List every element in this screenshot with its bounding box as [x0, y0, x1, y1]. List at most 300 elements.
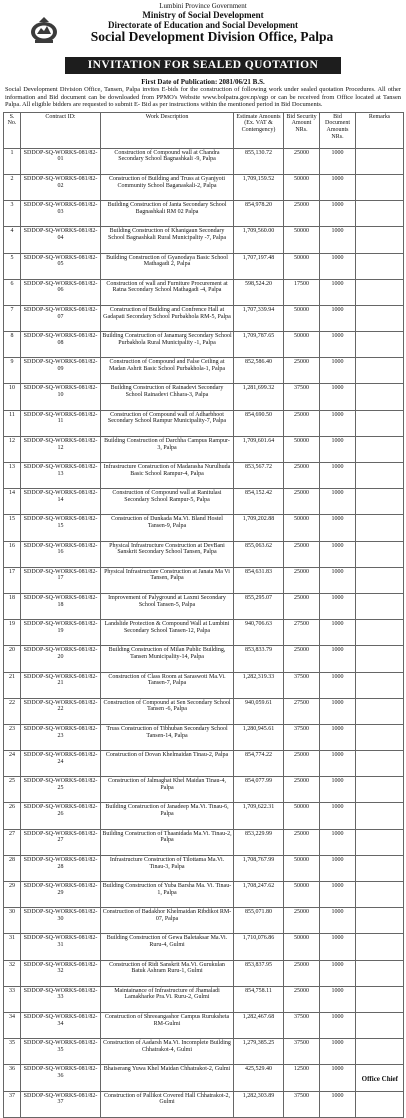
cell-sn: 5: [4, 253, 21, 279]
cell-estimate: 1,279,385.25: [234, 1039, 284, 1065]
cell-work-description: Building Construction of Thaanidada Ma.Vi. Tinau-2, Palpa: [101, 829, 234, 855]
cell-bid-security: 50000: [284, 174, 320, 200]
cell-contract-id: SDDOP-SQ-WORKS-081/82-24: [21, 751, 101, 777]
cell-contract-id: SDDOP-SQ-WORKS-081/82-33: [21, 986, 101, 1012]
table-row: [4, 463, 404, 489]
cell-bid-security: 27500: [284, 620, 320, 646]
cell-bid-document: 1000: [320, 724, 356, 750]
cell-estimate: 1,709,202.88: [234, 515, 284, 541]
cell-sn: 35: [4, 1039, 21, 1065]
cell-contract-id: SDDOP-SQ-WORKS-081/82-10: [21, 384, 101, 410]
cell-remarks: [356, 332, 404, 358]
cell-bid-security: 50000: [284, 803, 320, 829]
cell-work-description: Infrastructure Construction of Tilottama Ma.Vi. Tinau-3, Palpa: [101, 855, 234, 881]
cell-estimate: 1,709,601.64: [234, 436, 284, 462]
cell-work-description: Building Construction of Gyanodaya Basic School Mathagadi 2, Palpa: [101, 253, 234, 279]
cell-bid-security: 25000: [284, 646, 320, 672]
cell-estimate: 1,709,560.00: [234, 227, 284, 253]
cell-bid-security: 25000: [284, 777, 320, 803]
cell-sn: 14: [4, 489, 21, 515]
cell-sn: 17: [4, 567, 21, 593]
cell-contract-id: SDDOP-SQ-WORKS-081/82-08: [21, 332, 101, 358]
cell-bid-security: 25000: [284, 986, 320, 1012]
cell-bid-security: 37500: [284, 724, 320, 750]
cell-remarks: [356, 305, 404, 331]
cell-work-description: Building Construction of Rainadevi Secondary School Rainadevi Chhara-3, Palpa: [101, 384, 234, 410]
cell-contract-id: SDDOP-SQ-WORKS-081/82-23: [21, 724, 101, 750]
cell-bid-document: 1000: [320, 279, 356, 305]
publication-date: First Date of Publication: 2081/06/21 B.S.: [141, 78, 265, 86]
cell-estimate: 1,710,076.86: [234, 934, 284, 960]
table-row: [4, 1065, 404, 1091]
cell-contract-id: SDDOP-SQ-WORKS-081/82-18: [21, 593, 101, 619]
cell-work-description: Truss Construction of Tibhuban Secondary School Tansen-14, Palpa: [101, 724, 234, 750]
table-row: [4, 541, 404, 567]
cell-bid-document: 1000: [320, 515, 356, 541]
cell-work-description: Building Construction of Yuba Barsha Ma. Vi. Tinau-1, Palpa: [101, 882, 234, 908]
cell-work-description: Construction of Class Room at Saraswoti Ma.Vi. Tansen-7, Palpa: [101, 672, 234, 698]
cell-work-description: Landslide Protection & Compound Wall at Lumbini Secondary School Tansen-12, Palpa: [101, 620, 234, 646]
cell-contract-id: SDDOP-SQ-WORKS-081/82-31: [21, 934, 101, 960]
cell-bid-document: 1000: [320, 253, 356, 279]
cell-remarks: [356, 541, 404, 567]
cell-contract-id: SDDOP-SQ-WORKS-081/82-03: [21, 201, 101, 227]
cell-estimate: 940,706.63: [234, 620, 284, 646]
cell-bid-security: 50000: [284, 882, 320, 908]
cell-estimate: 1,282,319.33: [234, 672, 284, 698]
cell-estimate: 855,071.80: [234, 908, 284, 934]
cell-sn: 13: [4, 463, 21, 489]
cell-bid-document: 1000: [320, 227, 356, 253]
cell-remarks: [356, 410, 404, 436]
cell-estimate: 854,774.22: [234, 751, 284, 777]
cell-estimate: 852,586.40: [234, 358, 284, 384]
cell-bid-document: 1000: [320, 463, 356, 489]
cell-bid-document: 1000: [320, 803, 356, 829]
table-row: [4, 1091, 404, 1117]
cell-bid-document: 1000: [320, 934, 356, 960]
cell-work-description: Building Construction of Janta Secondary School Bagnashkali RM 02 Palpa: [101, 201, 234, 227]
table-row: [4, 672, 404, 698]
cell-contract-id: SDDOP-SQ-WORKS-081/82-32: [21, 960, 101, 986]
cell-remarks: [356, 567, 404, 593]
cell-remarks: [356, 855, 404, 881]
directorate-name: Directorate of Education and Social Development: [107, 20, 299, 30]
office-chief-signature: Office Chief: [361, 1075, 398, 1083]
cell-work-description: Construction of Building and Truss at Gyanjyoti Community School Baganaskali-2, Palpa: [101, 174, 234, 200]
cell-estimate: 853,837.95: [234, 960, 284, 986]
cell-bid-document: 1000: [320, 777, 356, 803]
cell-estimate: 855,295.07: [234, 593, 284, 619]
cell-contract-id: SDDOP-SQ-WORKS-081/82-02: [21, 174, 101, 200]
cell-bid-security: 25000: [284, 410, 320, 436]
table-row: [4, 620, 404, 646]
cell-estimate: 598,524.20: [234, 279, 284, 305]
table-row: [4, 305, 404, 331]
cell-remarks: [356, 384, 404, 410]
table-row: [4, 332, 404, 358]
province-name: Lumbini Province Government: [159, 2, 247, 10]
cell-bid-document: 1000: [320, 960, 356, 986]
cell-bid-document: 1000: [320, 410, 356, 436]
cell-contract-id: SDDOP-SQ-WORKS-081/82-14: [21, 489, 101, 515]
cell-contract-id: SDDOP-SQ-WORKS-081/82-34: [21, 1012, 101, 1038]
cell-work-description: Construction of Ridi Sanskrit Ma.Vi. Gurukulan Batuk Ashram Ruru-1, Gulmi: [101, 960, 234, 986]
office-name: Social Development Division Office, Palpa: [90, 29, 334, 44]
cell-contract-id: SDDOP-SQ-WORKS-081/82-19: [21, 620, 101, 646]
cell-contract-id: SDDOP-SQ-WORKS-081/82-16: [21, 541, 101, 567]
cell-work-description: Construction of Dunkada Ma.Vi. Bland Hostel Tansen-9, Palpa: [101, 515, 234, 541]
cell-contract-id: SDDOP-SQ-WORKS-081/82-06: [21, 279, 101, 305]
cell-contract-id: SDDOP-SQ-WORKS-081/82-25: [21, 777, 101, 803]
government-emblem-icon: [29, 16, 59, 44]
table-row: [4, 384, 404, 410]
cell-work-description: Infrastructure Construction of Madarasha Nurulhuda Basic School Rampur-4, Palpa: [101, 463, 234, 489]
cell-remarks: [356, 803, 404, 829]
cell-remarks: [356, 227, 404, 253]
cell-remarks: [356, 253, 404, 279]
table-row: [4, 253, 404, 279]
cell-work-description: Building Construction of Janamarg Secondary School Purbakhola Rural Municipality -1, Palpa: [101, 332, 234, 358]
cell-bid-security: 25000: [284, 148, 320, 174]
cell-estimate: 854,690.50: [234, 410, 284, 436]
notice-header: [3, 2, 403, 50]
cell-bid-document: 1000: [320, 908, 356, 934]
cell-bid-document: 1000: [320, 882, 356, 908]
cell-bid-security: 25000: [284, 751, 320, 777]
cell-sn: 23: [4, 724, 21, 750]
cell-sn: 10: [4, 384, 21, 410]
table-row: [4, 855, 404, 881]
cell-bid-security: 25000: [284, 489, 320, 515]
table-row: [4, 934, 404, 960]
table-row: [4, 908, 404, 934]
cell-sn: 20: [4, 646, 21, 672]
column-header-bid-document: Bid Document Amounts NRs.: [320, 112, 356, 148]
cell-contract-id: SDDOP-SQ-WORKS-081/82-11: [21, 410, 101, 436]
cell-bid-security: 37500: [284, 384, 320, 410]
cell-work-description: Construction of Jalmaghat Khel Maidan Tinau-4, Palpa: [101, 777, 234, 803]
cell-bid-document: 1000: [320, 567, 356, 593]
cell-remarks: [356, 646, 404, 672]
cell-contract-id: SDDOP-SQ-WORKS-081/82-35: [21, 1039, 101, 1065]
cell-contract-id: SDDOP-SQ-WORKS-081/82-37: [21, 1091, 101, 1117]
cell-bid-security: 50000: [284, 227, 320, 253]
cell-contract-id: SDDOP-SQ-WORKS-081/82-20: [21, 646, 101, 672]
cell-contract-id: SDDOP-SQ-WORKS-081/82-27: [21, 829, 101, 855]
cell-estimate: 1,282,467.68: [234, 1012, 284, 1038]
cell-estimate: 854,152.42: [234, 489, 284, 515]
table-row: [4, 986, 404, 1012]
table-row: [4, 1012, 404, 1038]
cell-estimate: 1,709,787.65: [234, 332, 284, 358]
cell-sn: 11: [4, 410, 21, 436]
cell-remarks: [356, 148, 404, 174]
cell-contract-id: SDDOP-SQ-WORKS-081/82-13: [21, 463, 101, 489]
cell-work-description: Construction of Compound and False Ceiling at Madan Ashrit Basic School Purbakhola-1, Palpa: [101, 358, 234, 384]
column-header-work-description: Work Description: [101, 112, 234, 148]
cell-bid-security: 50000: [284, 855, 320, 881]
cell-sn: 4: [4, 227, 21, 253]
cell-bid-security: 25000: [284, 829, 320, 855]
cell-contract-id: SDDOP-SQ-WORKS-081/82-30: [21, 908, 101, 934]
cell-bid-security: 25000: [284, 358, 320, 384]
cell-work-description: Building Construction of Khanigaun Secondary School Bagnashkali Rural Municipality -7, Palpa: [101, 227, 234, 253]
cell-remarks: [356, 515, 404, 541]
table-row: [4, 593, 404, 619]
cell-remarks: [356, 751, 404, 777]
table-row: [4, 1039, 404, 1065]
cell-bid-document: 1000: [320, 174, 356, 200]
table-row: [4, 724, 404, 750]
cell-remarks: [356, 279, 404, 305]
column-header-sn: S. No.: [4, 112, 21, 148]
cell-work-description: Construction of Compound wall at Ranitulasi Secondary School Rampur-5, Palpa: [101, 489, 234, 515]
cell-sn: 21: [4, 672, 21, 698]
cell-bid-document: 1000: [320, 620, 356, 646]
cell-sn: 1: [4, 148, 21, 174]
cell-bid-document: 1000: [320, 593, 356, 619]
table-row: [4, 960, 404, 986]
cell-remarks: [356, 777, 404, 803]
cell-remarks: [356, 672, 404, 698]
cell-estimate: 855,130.72: [234, 148, 284, 174]
cell-work-description: Construction of Building and Confrence Hall at Gadapati Secondary School Purbakhola RM-5, Palpa: [101, 305, 234, 331]
notice-title: INVITATION FOR SEALED QUOTATION: [65, 57, 341, 74]
table-row: [4, 489, 404, 515]
cell-work-description: Maintainance of Infrastructure of Jhamaladi Lamakharke Pra.Vi. Ruru-2, Gulmi: [101, 986, 234, 1012]
cell-contract-id: SDDOP-SQ-WORKS-081/82-09: [21, 358, 101, 384]
cell-remarks: [356, 882, 404, 908]
cell-bid-security: 37500: [284, 1091, 320, 1117]
cell-contract-id: SDDOP-SQ-WORKS-081/82-22: [21, 698, 101, 724]
cell-remarks: [356, 829, 404, 855]
cell-bid-document: 1000: [320, 829, 356, 855]
table-row: [4, 201, 404, 227]
table-row: [4, 279, 404, 305]
cell-contract-id: SDDOP-SQ-WORKS-081/82-05: [21, 253, 101, 279]
table-row: [4, 698, 404, 724]
cell-estimate: 1,281,699.32: [234, 384, 284, 410]
cell-bid-document: 1000: [320, 698, 356, 724]
cell-contract-id: SDDOP-SQ-WORKS-081/82-01: [21, 148, 101, 174]
cell-contract-id: SDDOP-SQ-WORKS-081/82-36: [21, 1065, 101, 1091]
cell-bid-security: 25000: [284, 908, 320, 934]
cell-sn: 29: [4, 882, 21, 908]
cell-bid-security: 37500: [284, 1012, 320, 1038]
cell-bid-document: 1000: [320, 332, 356, 358]
table-row: [4, 777, 404, 803]
cell-sn: 19: [4, 620, 21, 646]
cell-bid-security: 50000: [284, 253, 320, 279]
intro-paragraph: Social Development Division Office, Tansen, Palpa invites E-bids for the construction of following work under sealed quotation Procedures. All other information and Bid document can be downloaded from PPMO's Website www.bolpatra.gov.np/egp or can be received from Office located at Tansen Palpa. All eligible bidders are requested to submit E- Bid as per instructions within the mentioned period in Bid Documents.: [5, 86, 401, 109]
cell-work-description: Construction of Compound at Sen Secondary School Tansen -6, Palpa: [101, 698, 234, 724]
cell-bid-security: 50000: [284, 934, 320, 960]
cell-bid-document: 1000: [320, 1039, 356, 1065]
cell-sn: 32: [4, 960, 21, 986]
cell-estimate: 853,567.72: [234, 463, 284, 489]
cell-bid-security: 25000: [284, 960, 320, 986]
cell-estimate: 1,707,339.94: [234, 305, 284, 331]
cell-bid-security: 25000: [284, 463, 320, 489]
cell-bid-security: 50000: [284, 436, 320, 462]
cell-bid-document: 1000: [320, 436, 356, 462]
cell-remarks: [356, 1012, 404, 1038]
cell-sn: 8: [4, 332, 21, 358]
cell-bid-document: 1000: [320, 672, 356, 698]
table-row: [4, 829, 404, 855]
cell-bid-document: 1000: [320, 855, 356, 881]
table-row: [4, 751, 404, 777]
cell-work-description: Building Construction of Milan Public Building, Tansen Municipality-14, Palpa: [101, 646, 234, 672]
cell-bid-security: 37500: [284, 1039, 320, 1065]
cell-work-description: Construction of Shreeangashor Campus Ruruksheta RM-Gulmi: [101, 1012, 234, 1038]
cell-remarks: [356, 489, 404, 515]
cell-estimate: 1,709,159.52: [234, 174, 284, 200]
cell-bid-security: 50000: [284, 305, 320, 331]
column-header-bid-security: Bid Security Amount NRs.: [284, 112, 320, 148]
cell-sn: 31: [4, 934, 21, 960]
cell-bid-document: 1000: [320, 148, 356, 174]
table-row: [4, 803, 404, 829]
column-header-remarks: Remarks: [356, 112, 404, 148]
cell-work-description: Building Construction of Darchha Campus Rampur-3, Palpa: [101, 436, 234, 462]
cell-work-description: Construction of Compound wall at Chandra Secondary School Bagnashkali -9, Palpa: [101, 148, 234, 174]
cell-estimate: 1,707,197.48: [234, 253, 284, 279]
cell-remarks: [356, 908, 404, 934]
cell-sn: 6: [4, 279, 21, 305]
cell-sn: 9: [4, 358, 21, 384]
cell-bid-document: 1000: [320, 305, 356, 331]
cell-bid-security: 37500: [284, 672, 320, 698]
table-row: [4, 436, 404, 462]
cell-estimate: 853,229.99: [234, 829, 284, 855]
cell-contract-id: SDDOP-SQ-WORKS-081/82-07: [21, 305, 101, 331]
table-row: [4, 515, 404, 541]
cell-estimate: 425,529.40: [234, 1065, 284, 1091]
cell-bid-security: 25000: [284, 201, 320, 227]
cell-bid-security: 50000: [284, 332, 320, 358]
table-row: [4, 227, 404, 253]
cell-sn: 37: [4, 1091, 21, 1117]
column-header-contract-id: Contract ID:: [21, 112, 101, 148]
cell-remarks: [356, 593, 404, 619]
cell-work-description: Construction of Aadarsh Ma.Vi. Incomplete Building Chhatrakot-4, Gulmi: [101, 1039, 234, 1065]
cell-contract-id: SDDOP-SQ-WORKS-081/82-15: [21, 515, 101, 541]
table-row: [4, 882, 404, 908]
cell-contract-id: SDDOP-SQ-WORKS-081/82-04: [21, 227, 101, 253]
cell-bid-security: 25000: [284, 541, 320, 567]
cell-contract-id: SDDOP-SQ-WORKS-081/82-17: [21, 567, 101, 593]
cell-estimate: 1,708,767.99: [234, 855, 284, 881]
cell-bid-security: 17500: [284, 279, 320, 305]
cell-bid-document: 1000: [320, 541, 356, 567]
works-table: [3, 112, 404, 1118]
cell-work-description: Construction of Pallikot Covered Hall Chhatrakot-2, Gulmi: [101, 1091, 234, 1117]
cell-bid-document: 1000: [320, 646, 356, 672]
cell-bid-security: 25000: [284, 567, 320, 593]
cell-work-description: Physical Infrastructure Construction at DevBani Sanskrit Secondary School Tansen, Palpa: [101, 541, 234, 567]
cell-remarks: [356, 436, 404, 462]
cell-contract-id: SDDOP-SQ-WORKS-081/82-12: [21, 436, 101, 462]
cell-remarks: [356, 1091, 404, 1117]
cell-bid-document: 1000: [320, 1012, 356, 1038]
cell-sn: 18: [4, 593, 21, 619]
cell-sn: 33: [4, 986, 21, 1012]
cell-work-description: Construction of Badakhor Khelmaidan Ribdikot RM-07, Palpa: [101, 908, 234, 934]
cell-work-description: Building Construction of Janadeep Ma.Vi. Tinau-6, Palpa: [101, 803, 234, 829]
cell-sn: 34: [4, 1012, 21, 1038]
cell-bid-security: 27500: [284, 698, 320, 724]
cell-bid-document: 1000: [320, 489, 356, 515]
cell-bid-security: 50000: [284, 515, 320, 541]
cell-estimate: 854,077.99: [234, 777, 284, 803]
cell-contract-id: SDDOP-SQ-WORKS-081/82-29: [21, 882, 101, 908]
table-header-row: [4, 112, 404, 148]
cell-sn: 2: [4, 174, 21, 200]
cell-bid-document: 1000: [320, 384, 356, 410]
cell-work-description: Construction of Compound wall of Adharbhoot Secondary School Rampur Municipality-7, Palpa: [101, 410, 234, 436]
cell-bid-document: 1000: [320, 201, 356, 227]
cell-bid-document: 1000: [320, 751, 356, 777]
table-row: [4, 148, 404, 174]
cell-estimate: 1,708,247.62: [234, 882, 284, 908]
cell-work-description: Construction of Dovan Khelmaidan Tinau-2, Palpa: [101, 751, 234, 777]
cell-sn: 12: [4, 436, 21, 462]
cell-work-description: Building Construction of Gewa Baletaksar Ma.Vi. Ruru-4, Gulmi: [101, 934, 234, 960]
cell-sn: 28: [4, 855, 21, 881]
cell-remarks: [356, 463, 404, 489]
cell-remarks: [356, 934, 404, 960]
table-row: [4, 646, 404, 672]
cell-remarks: [356, 358, 404, 384]
cell-bid-document: 1000: [320, 986, 356, 1012]
cell-sn: 22: [4, 698, 21, 724]
cell-sn: 30: [4, 908, 21, 934]
cell-bid-document: 1000: [320, 358, 356, 384]
cell-work-description: Physical Infrastructure Construction at Janata Ma Vi Tansen, Palpa: [101, 567, 234, 593]
cell-estimate: 855,063.62: [234, 541, 284, 567]
cell-work-description: Improvement of Palyground at Laxmi Secondary School Tansen-5, Palpa: [101, 593, 234, 619]
table-row: [4, 358, 404, 384]
cell-work-description: Construction of wall and Furniture Procurement at Ratna Secondary School Mathagadi -4, Palpa: [101, 279, 234, 305]
cell-contract-id: SDDOP-SQ-WORKS-081/82-26: [21, 803, 101, 829]
cell-sn: 36: [4, 1065, 21, 1091]
cell-remarks: [356, 724, 404, 750]
cell-estimate: 1,709,622.31: [234, 803, 284, 829]
cell-sn: 24: [4, 751, 21, 777]
cell-remarks: [356, 698, 404, 724]
cell-bid-document: 1000: [320, 1091, 356, 1117]
cell-contract-id: SDDOP-SQ-WORKS-081/82-28: [21, 855, 101, 881]
cell-bid-security: 25000: [284, 593, 320, 619]
cell-remarks: [356, 201, 404, 227]
cell-contract-id: SDDOP-SQ-WORKS-081/82-21: [21, 672, 101, 698]
cell-estimate: 854,631.83: [234, 567, 284, 593]
cell-remarks: [356, 620, 404, 646]
cell-sn: 26: [4, 803, 21, 829]
cell-estimate: 854,978.20: [234, 201, 284, 227]
cell-sn: 15: [4, 515, 21, 541]
cell-remarks: [356, 960, 404, 986]
cell-sn: 27: [4, 829, 21, 855]
cell-remarks: [356, 986, 404, 1012]
cell-remarks: [356, 174, 404, 200]
cell-sn: 7: [4, 305, 21, 331]
table-row: [4, 174, 404, 200]
cell-sn: 25: [4, 777, 21, 803]
cell-estimate: 854,758.11: [234, 986, 284, 1012]
